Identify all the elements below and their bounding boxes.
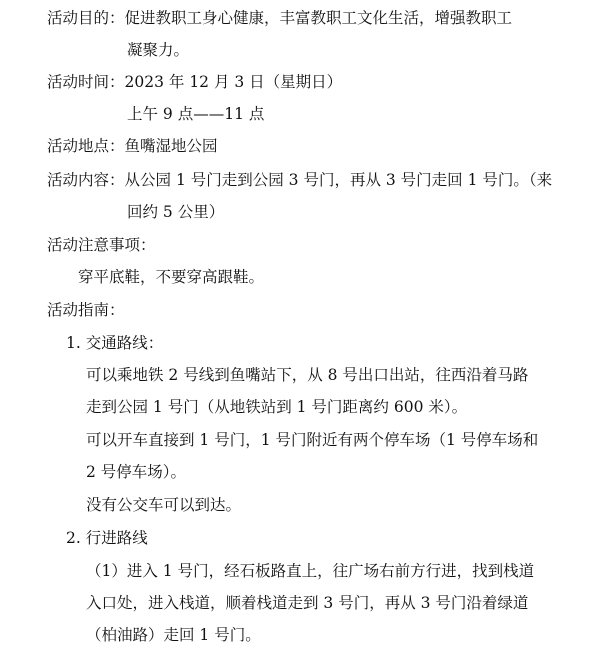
content-text-line1: 从公园 1 号门走到公园 3 号门，再从 3 号门走回 1 号门。（来 — [124, 171, 553, 189]
time-row — [47, 71, 342, 93]
notes-item: 穿平底鞋，不要穿高跟鞋。 — [78, 268, 265, 286]
transport-bus-note: 没有公交车可以到达。 — [86, 496, 242, 514]
purpose-text-line2: 凝聚力。 — [127, 41, 190, 59]
purpose-label: 活动目的： — [47, 9, 125, 27]
location-label: 活动地点： — [47, 137, 125, 155]
content-text-line2: 回约 5 公里） — [127, 203, 225, 221]
time-hours: 上午 9 点——11 点 — [127, 105, 265, 123]
transport-metro-line1: 可以乘地铁 2 号线到鱼嘴站下，从 8 号出口出站，往西沿着马路 — [86, 366, 529, 384]
transport-car-line1: 可以开车直接到 1 号门，1 号门附近有两个停车场（1 号停车场和 — [86, 431, 539, 449]
location-row — [47, 135, 218, 157]
transport-metro-line2: 走到公园 1 号门（从地铁站到 1 号门距离约 600 米）。 — [86, 398, 468, 416]
content-row — [47, 169, 552, 191]
time-label: 活动时间： — [47, 73, 125, 91]
notes-label: 活动注意事项： — [47, 236, 156, 254]
time-date: 2023 年 12 月 3 日（星期日） — [124, 73, 343, 91]
guide-section2-title: 2. 行进路线 — [66, 529, 148, 547]
route-text-line3: （柏油路）走回 1 号门。 — [86, 626, 261, 644]
guide-section1-title: 1. 交通路线： — [66, 334, 164, 352]
transport-car-line2: 2 号停车场）。 — [86, 463, 187, 481]
purpose-row — [47, 7, 512, 29]
location-value: 鱼嘴湿地公园 — [124, 137, 218, 155]
content-label: 活动内容： — [47, 171, 125, 189]
purpose-text-line1: 促进教职工身心健康，丰富教职工文化生活，增强教职工 — [124, 9, 513, 27]
route-text-line2: 入口处，进入栈道，顺着栈道走到 3 号门，再从 3 号门沿着绿道 — [86, 594, 529, 612]
route-text-line1: （1）进入 1 号门，经石板路直上，往广场右前方行进，找到栈道 — [86, 562, 535, 580]
guide-label: 活动指南： — [47, 301, 125, 319]
